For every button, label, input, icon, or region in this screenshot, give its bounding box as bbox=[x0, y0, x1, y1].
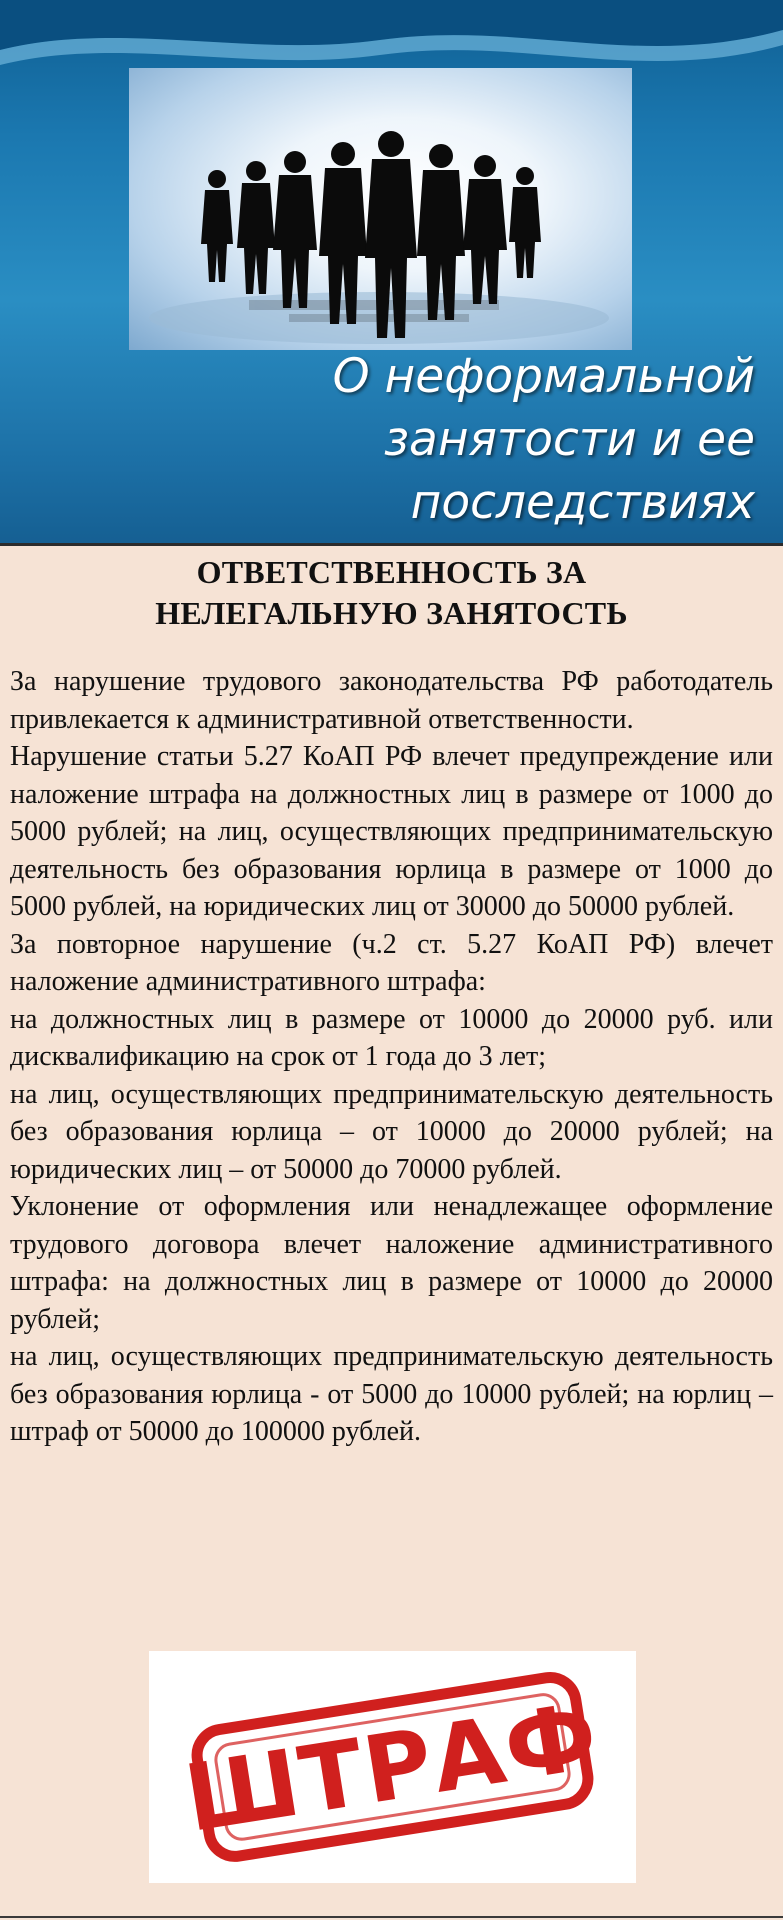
paragraph: на лиц, осуществляющих предпринимательскую деятельность без образования юрлица – от 10000 до 20000 рублей; на юридических лиц – от 50000 до 70000 рублей. bbox=[10, 1078, 773, 1185]
paragraph: на лиц, осуществляющих предпринимательскую деятельность без образования юрлица - от 5000 до 10000 рублей; на юрлиц – штраф от 50000 до 100000 рублей. bbox=[10, 1341, 773, 1447]
banner-title bbox=[195, 345, 755, 534]
paragraph: на должностных лиц в размере от 10000 до 20000 руб. или дисквалификацию на срок от 1 года до 3 лет; bbox=[10, 1003, 773, 1072]
header-banner bbox=[0, 0, 783, 546]
fine-stamp-image bbox=[149, 1651, 636, 1883]
people-silhouettes bbox=[129, 68, 632, 350]
article bbox=[10, 552, 773, 1451]
stamp-text: ШТРАФ bbox=[178, 1682, 607, 1853]
business-people-image bbox=[129, 68, 632, 350]
paragraph: За повторное нарушение (ч.2 ст. 5.27 КоАП РФ) влечет наложение административного штрафа: bbox=[10, 928, 773, 997]
article-heading bbox=[10, 552, 773, 634]
paragraph: Нарушение статьи 5.27 КоАП РФ влечет предупреждение или наложение штрафа на должностных лиц в размере от 1000 до 5000 рублей; на лиц, осуществляющих предпринимательскую деятельность без образования юрлица в размере от 1000 до 5000 рублей, на юридических лиц от 30000 до 50000 рублей. bbox=[10, 741, 773, 922]
bottom-divider bbox=[0, 1916, 783, 1918]
banner-title-line: занятости и ее bbox=[384, 412, 755, 467]
heading-line: НЕЛЕГАЛЬНУЮ ЗАНЯТОСТЬ bbox=[155, 595, 628, 631]
banner-divider bbox=[0, 543, 783, 546]
paragraph: Уклонение от оформления или ненадлежащее оформление трудового договора влечет наложение административного штрафа: на должностных лиц в размере от 10000 до 20000 рублей; bbox=[10, 1191, 773, 1335]
stamp-graphic bbox=[149, 1651, 636, 1883]
heading-line: ОТВЕТСТВЕННОСТЬ ЗА bbox=[196, 554, 587, 590]
banner-title-line: О неформальной bbox=[332, 349, 755, 404]
article-body bbox=[10, 663, 773, 1451]
banner-title-line: последствиях bbox=[410, 475, 755, 530]
paragraph: За нарушение трудового законодательства РФ работодатель привлекается к административной ответственности. bbox=[10, 666, 773, 735]
